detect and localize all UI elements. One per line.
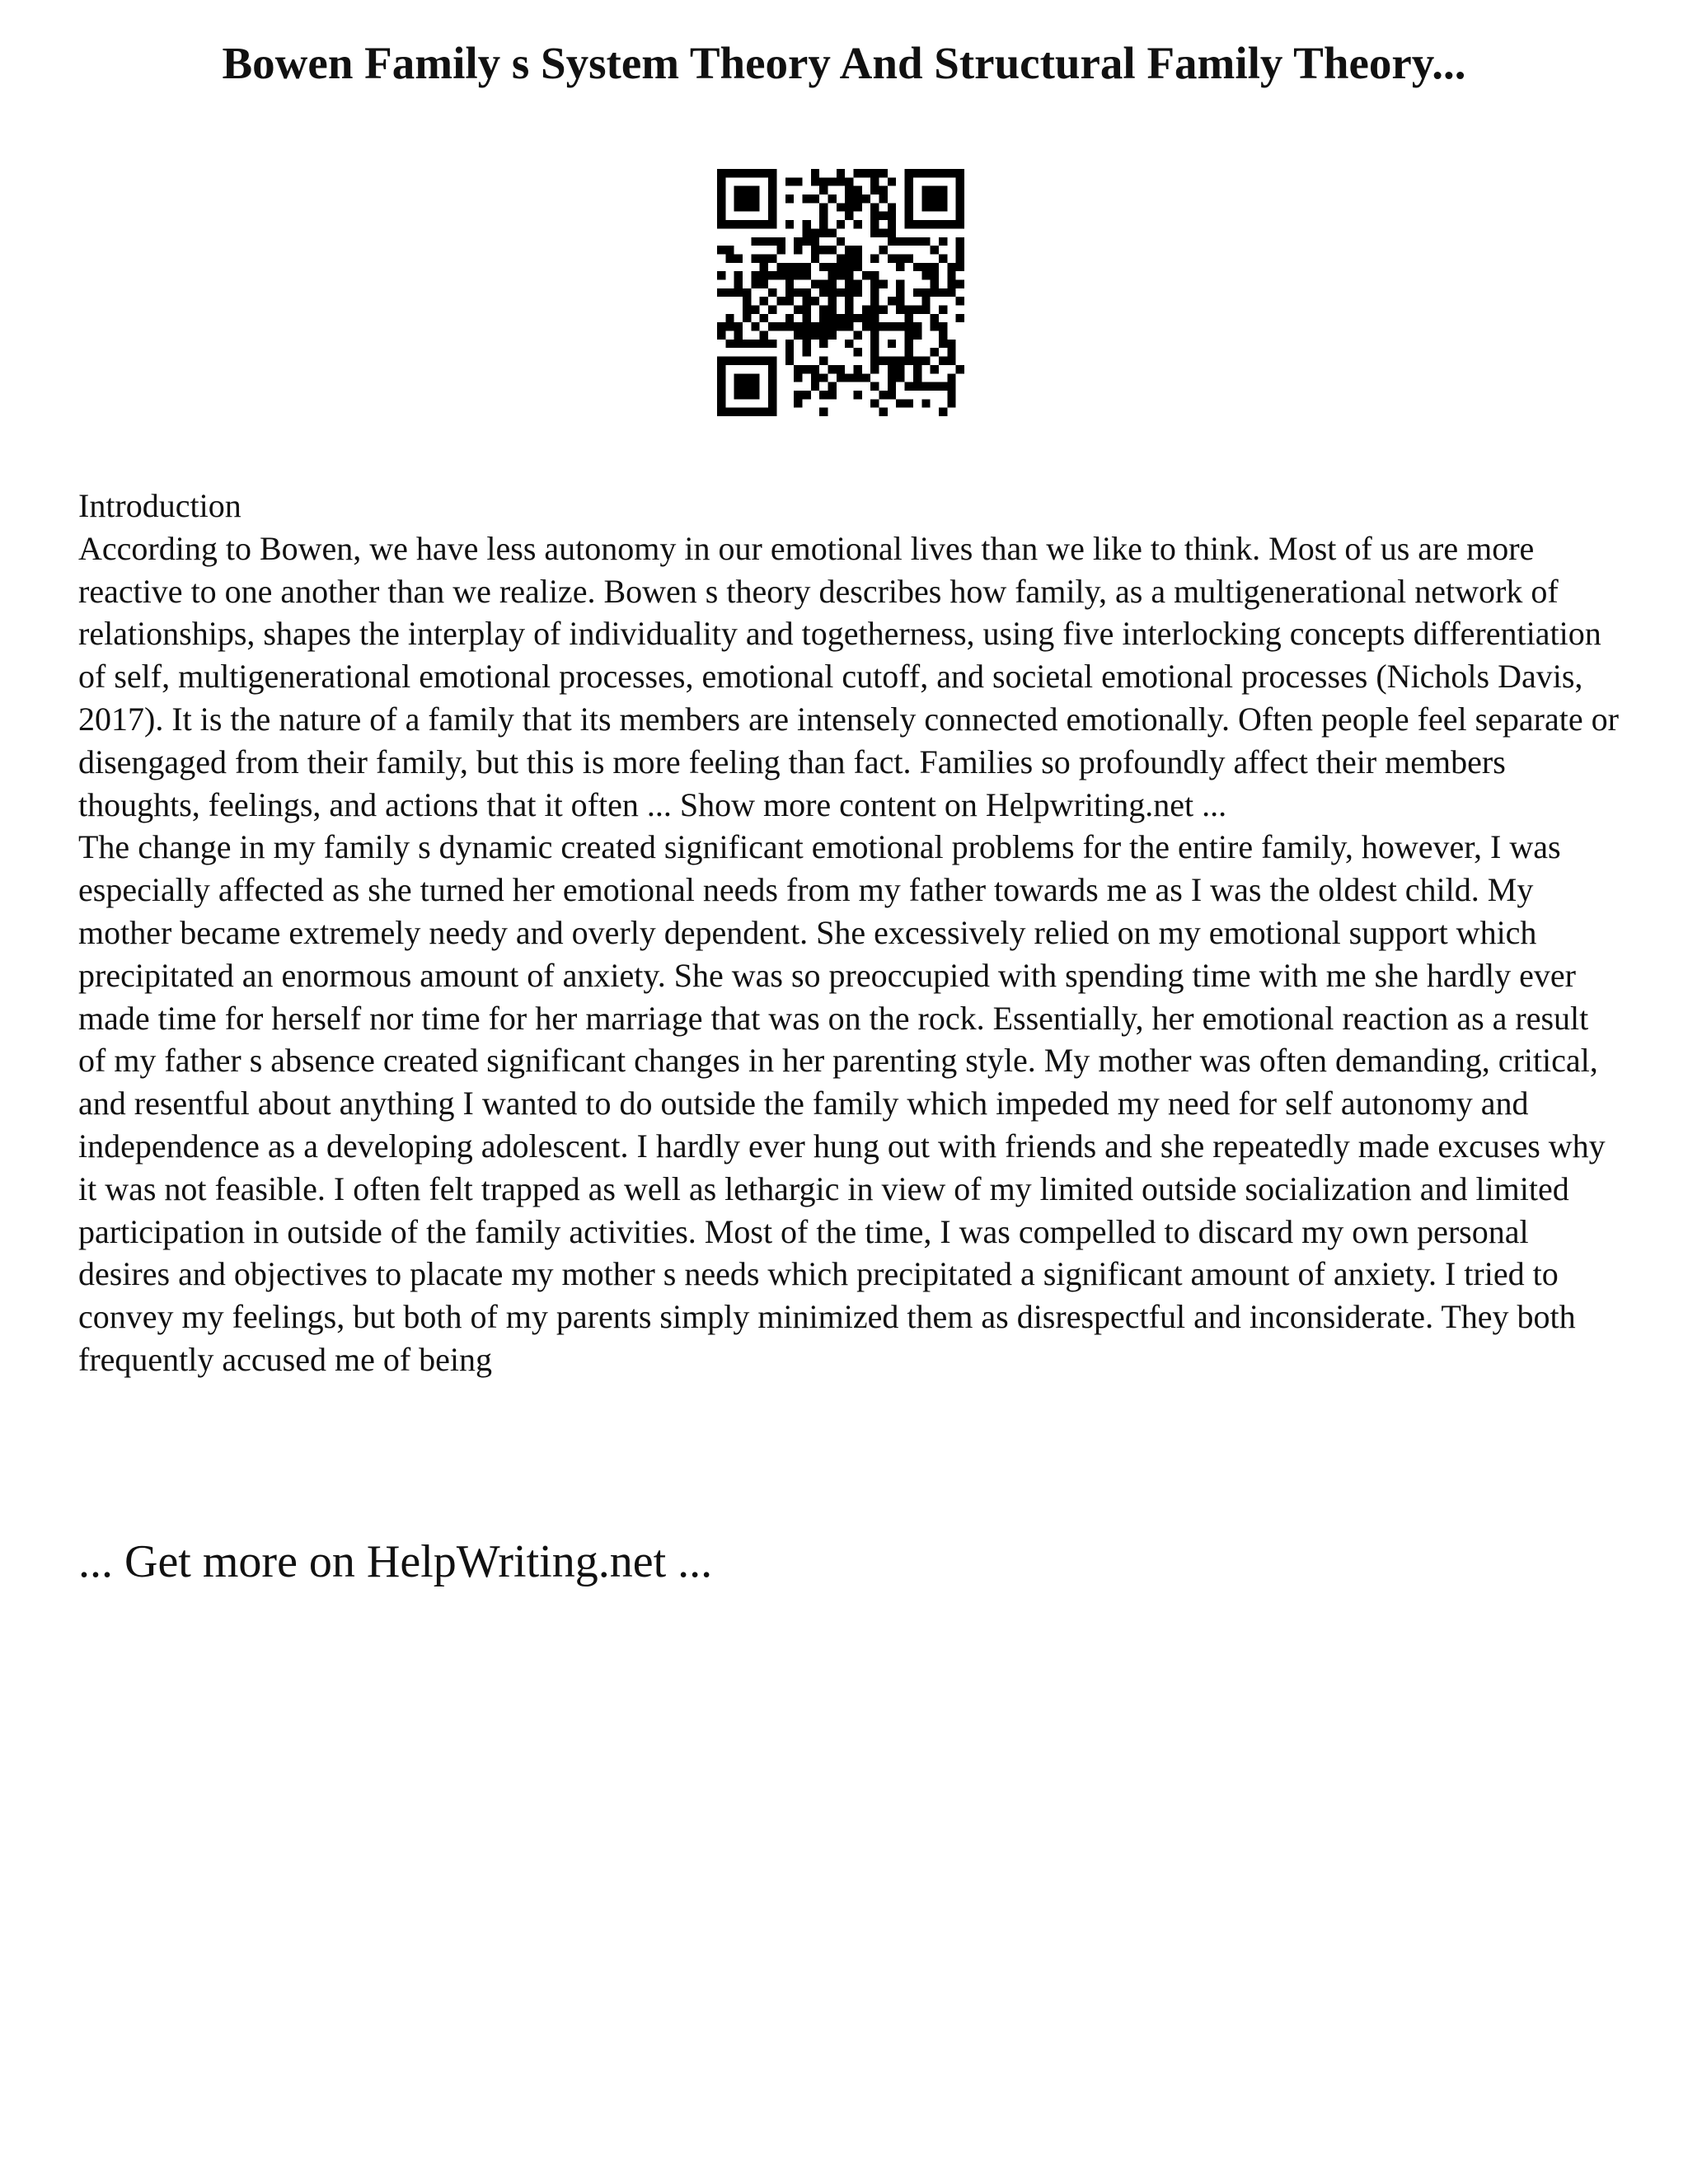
- get-more-link[interactable]: ... Get more on HelpWriting.net ...: [78, 1536, 713, 1587]
- paragraph-intro: According to Bowen, we have less autonomy in our emotional lives than we like to think. Most of us are more reactive to one another than we realize. Bowen s theory describes how family, as a multigenerational network of relationships, shapes the interplay of individuality and togetherness, using five interlocking concepts differentiation of self, multigenerational emotional processes, emotional cutoff, and societal emotional processes (Nichols Davis, 2017). It is the nature of a family that its members are intensely connected emotionally. Often people feel separate or disengaged from their family, but this is more feeling than fact. Families so profoundly affect their members thoughts, feelings, and actions that it often ... Show more content on Helpwriting.net ...: [78, 529, 1619, 823]
- article-body: [78, 485, 1620, 1381]
- document-title: Bowen Family s System Theory And Structural Family Theory...: [222, 38, 1466, 88]
- qr-code-icon[interactable]: [717, 169, 964, 416]
- paragraph-family-dynamic: The change in my family s dynamic created significant emotional problems for the entire family, however, I was especially affected as she turned her emotional needs from my father towards me as I was the oldest child. My mother became extremely needy and overly dependent. She excessively relied on my emotional support which precipitated an enormous amount of anxiety. She was so preoccupied with spending time with me she hardly ever made time for herself nor time for her marriage that was on the rock. Essentially, her emotional reaction as a result of my father s absence created significant changes in her parenting style. My mother was often demanding, critical, and resentful about anything I wanted to do outside the family which impeded my need for self autonomy and independence as a developing adolescent. I hardly ever hung out with friends and she repeatedly made excuses why it was not feasible. I often felt trapped as well as lethargic in view of my limited outside socialization and limited participation in outside of the family activities. Most of the time, I was compelled to discard my own personal desires and objectives to placate my mother s needs which precipitated a significant amount of anxiety. I tried to convey my feelings, but both of my parents simply minimized them as disrespectful and inconsiderate. They both frequently accused me of being: [78, 828, 1606, 1378]
- section-heading: Introduction: [78, 487, 241, 524]
